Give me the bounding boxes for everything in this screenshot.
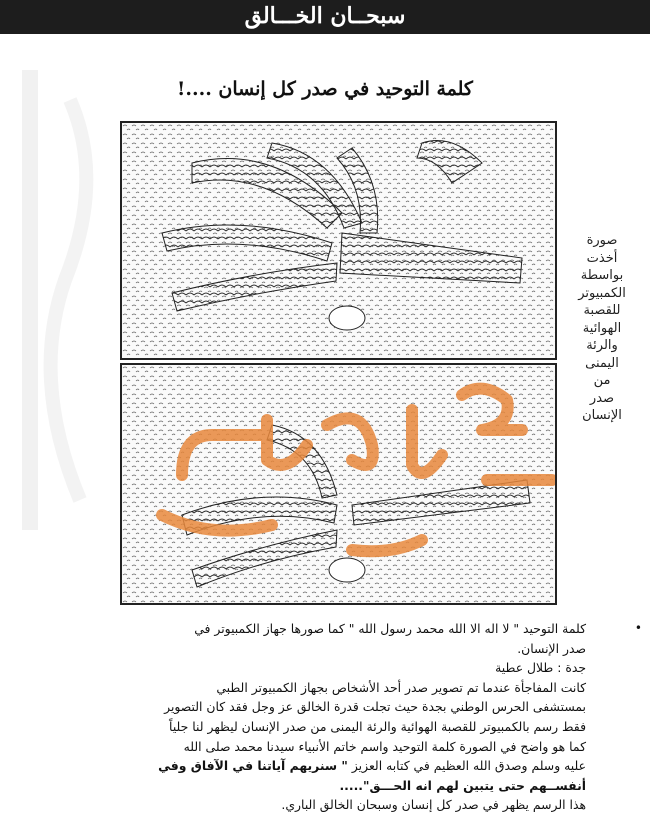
body-line: كما هو واضح في الصورة كلمة التوحيد واسم خاتم الأنبياء سيدنا محمد صلى الله <box>183 738 586 754</box>
caption-line: أخذت <box>586 250 618 266</box>
body-line: هذا الرسم يظهر في صدر كل إنسان وسبحان الخالق الباري. <box>281 797 586 813</box>
article-title: كلمة التوحيد في صدر كل إنسان ....! <box>177 78 473 100</box>
caption-line: والرئة <box>586 338 618 353</box>
body-line: بمستشفى الحرس الوطني بجدة حيث تجلت قدرة الخالق عز وجل فقد كان التصوير <box>164 699 586 715</box>
body-line <box>14 756 586 776</box>
caption-line: من <box>593 373 611 388</box>
quran-verse: " سنريهم آياتنا في الآفاق وفي <box>158 758 348 774</box>
caption-line: اليمنى <box>585 355 619 371</box>
caption-line: الهوائية <box>582 320 622 336</box>
caption-line: الإنسان <box>582 408 622 423</box>
byline: جدة : طلال عطية <box>495 660 586 676</box>
caption-line: صدر <box>589 390 615 406</box>
body-line: كلمة التوحيد " لا اله الا الله محمد رسول الله " كما صورها جهاز الكمبيوتر في <box>194 621 586 636</box>
body-line: صدر الإنسان. <box>517 640 586 656</box>
bullet-icon: • <box>634 621 642 635</box>
watermark-decoration <box>10 60 120 540</box>
figure-caption <box>560 232 644 425</box>
quran-verse: أنفســهم حتى يتبين لهم انه الحـــق"..... <box>339 777 586 793</box>
body-line: فقط رسم بالكمبيوتر للقصبة الهوائية والرئة اليمنى من صدر الإنسان ليظهر لنا جلياً <box>169 718 586 734</box>
body-line: كانت المفاجأة عندما تم تصوير صدر أحد الأشخاص بجهاز الكمبيوتر الطبي <box>216 679 586 695</box>
article-body <box>14 619 642 815</box>
caption-line: بواسطة <box>580 268 624 283</box>
caption-line: الكمبيوتر <box>578 285 626 301</box>
ct-image-highlighted <box>120 363 557 605</box>
ct-image-plain <box>120 121 557 360</box>
body-line-text: عليه وسلم وصدق الله العظيم في كتابه العزيز <box>351 758 586 774</box>
header-title: سبحــان الخـــالق <box>244 3 406 29</box>
caption-line: للقصبة <box>583 303 621 318</box>
caption-line: صورة <box>586 233 618 248</box>
